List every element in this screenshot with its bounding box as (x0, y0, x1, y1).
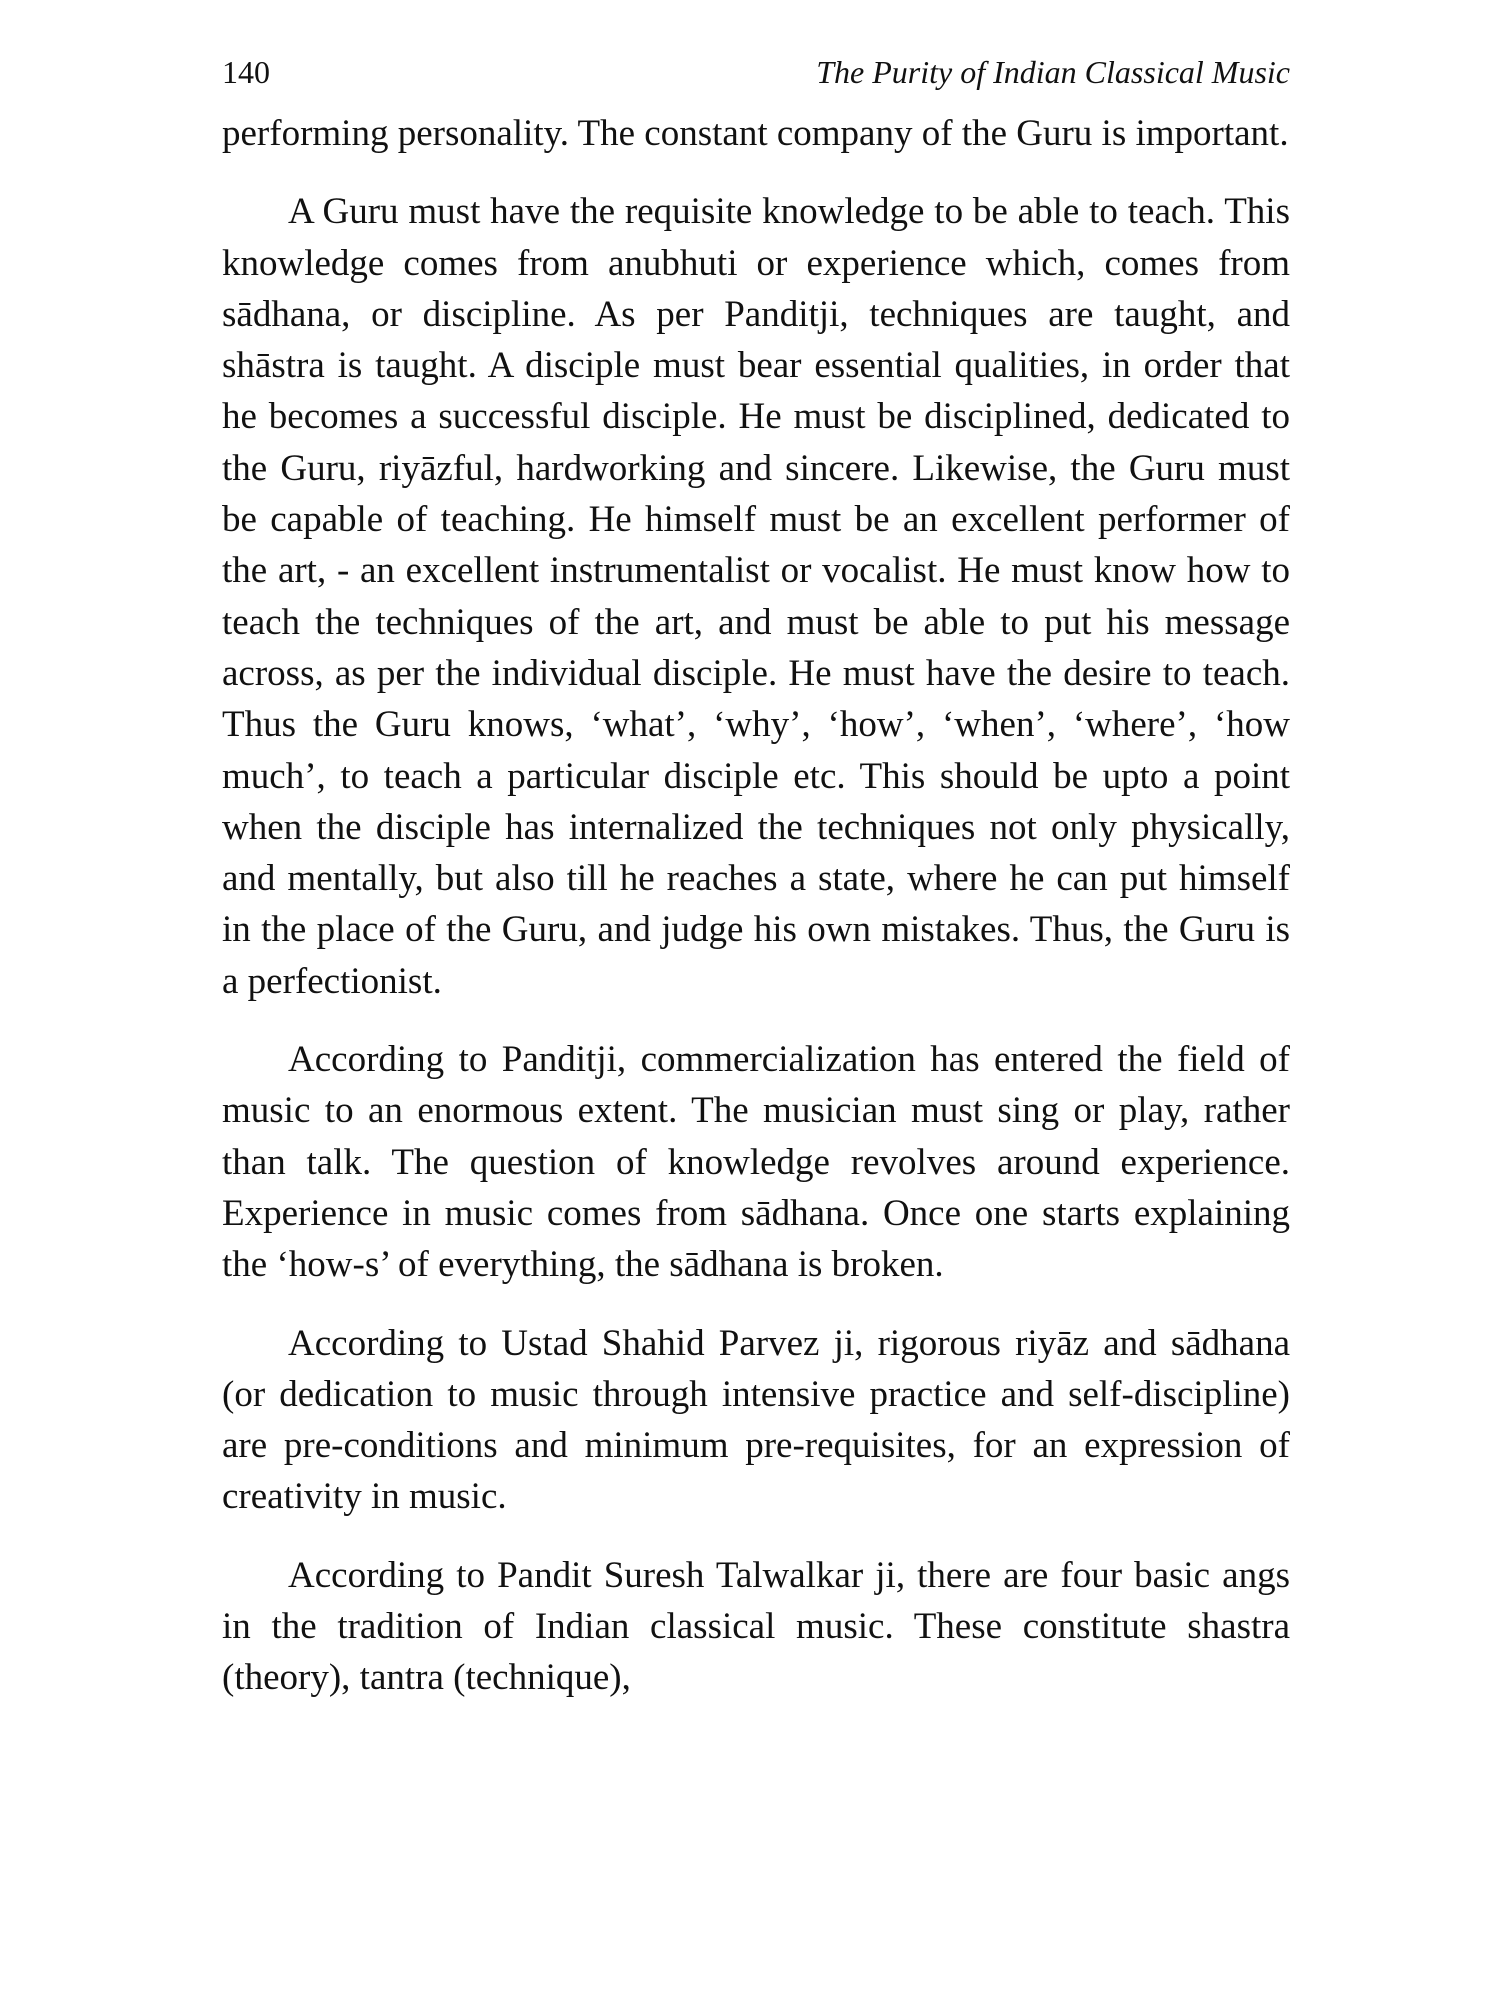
paragraph-shahid-parvez: According to Ustad Shahid Parvez ji, rigorous riyāz and sādhana (or dedication to music through intensive practice and self-discipline) are pre-conditions and minimum pre-requisites, for an expression of creativity in music. (222, 1322, 1290, 1518)
book-page (222, 50, 1290, 1704)
running-header (222, 50, 1290, 94)
page-number: 140 (222, 54, 270, 90)
paragraph-commercialization: According to Panditji, commercialization has entered the field of music to an enormous extent. The musician must sing or play, rather than talk. The question of knowledge revolves around experience. Experience in music comes from sādhana. Once one starts explaining the ‘how-s’ of everything, the sādhana is broken. (222, 1039, 1290, 1286)
running-title: The Purity of Indian Classical Music (816, 54, 1290, 90)
paragraph-guru-knowledge: A Guru must have the requisite knowledge to be able to teach. This knowledge comes from anubhuti or experience which, comes from sādhana, or discipline. As per Panditji, techniques are taught, and shāstra is taught. A disciple must bear essential qualities, in order that he becomes a successful disciple. He must be disciplined, dedicated to the Guru, riyāzful, hardworking and sincere. Likewise, the Guru must be capable of teaching. He himself must be an excellent performer of the art, - an excellent instrumentalist or vocalist. He must know how to teach the techniques of the art, and must be able to put his message across, as per the individual disciple. He must have the desire to teach. Thus the Guru knows, ‘what’, ‘why’, ‘how’, ‘when’, ‘where’, ‘how much’, to teach a particular disciple etc. This should be upto a point when the disciple has internalized the techniques not only physically, and mentally, but also till he reaches a state, where he can put himself in the place of the Guru, and judge his own mistakes. Thus, the Guru is a perfectionist. (222, 191, 1290, 1002)
paragraph-continued: performing personality. The constant company of the Guru is important. (222, 113, 1289, 154)
paragraph-suresh-talwalkar: According to Pandit Suresh Talwalkar ji, there are four basic angs in the tradition of Indian classical music. These constitute shastra (theory), tantra (technique), (222, 1554, 1290, 1699)
